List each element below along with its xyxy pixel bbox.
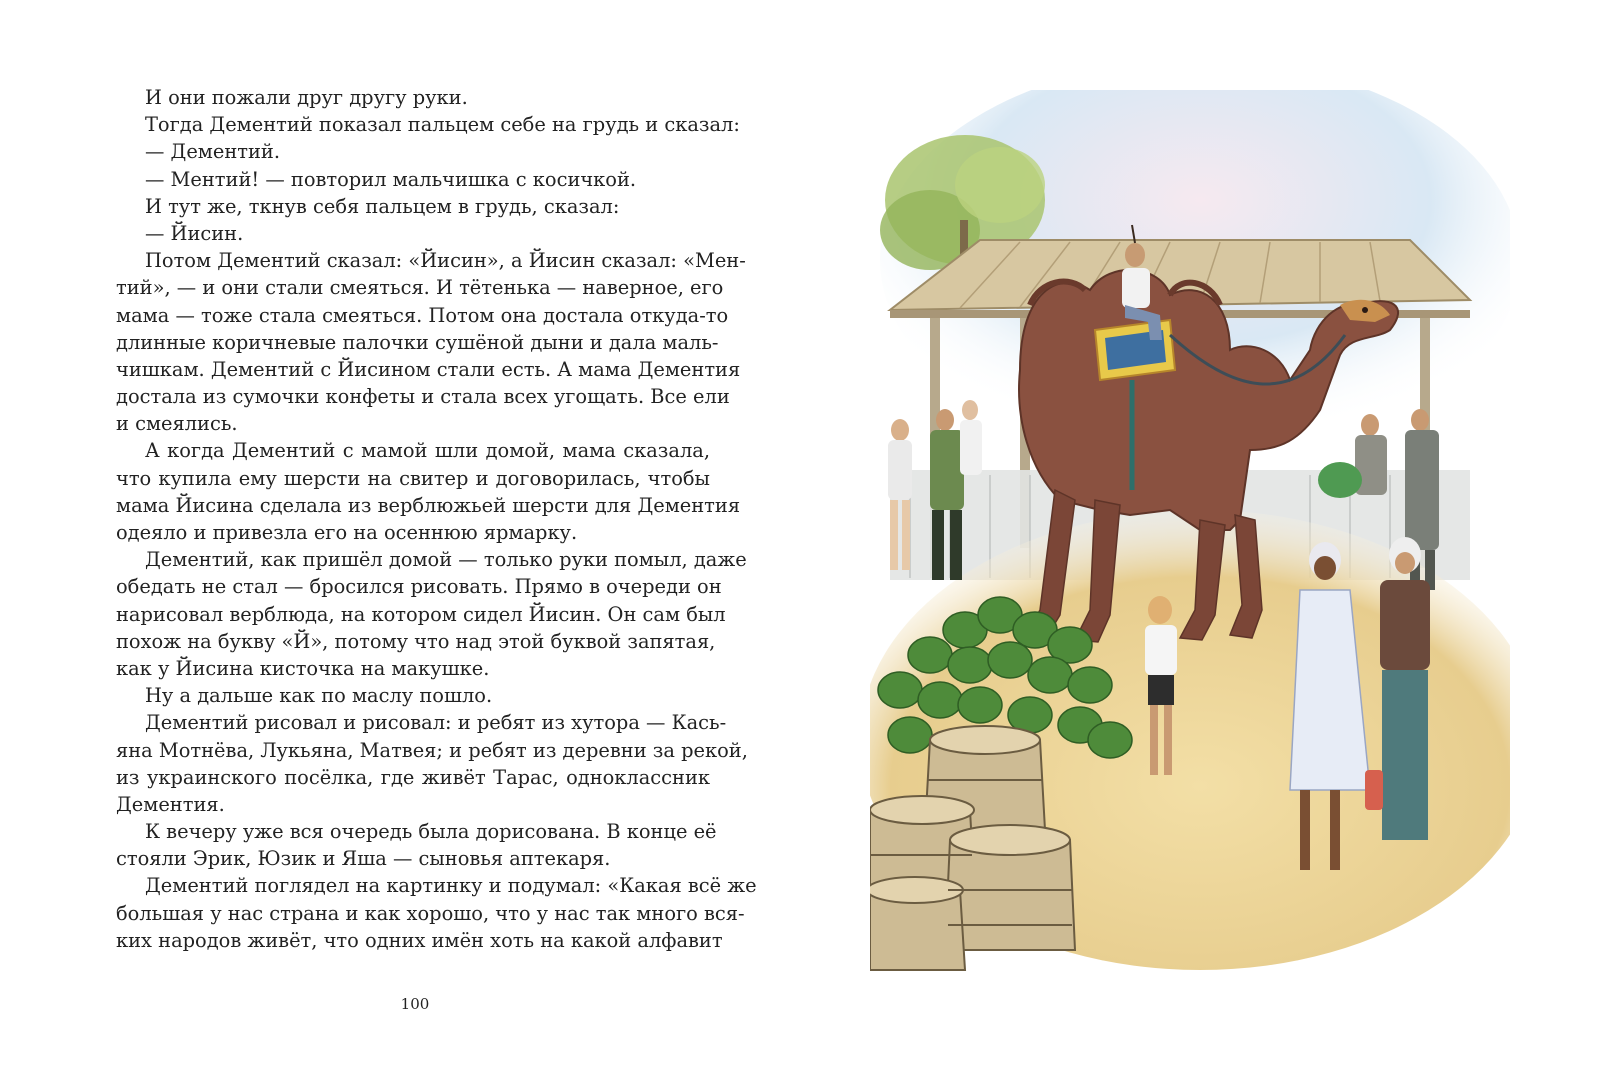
text-line: Потом Дементий сказал: «Йисин», а Йисин сказал: «Мен- [145, 249, 746, 273]
text-line: из украинского посёлка, где живёт Тарас, одноклассник [116, 765, 710, 789]
text-line: тий», — и они стали смеяться. И тётенька — наверное, его [116, 276, 724, 300]
text-line: достала из сумочки конфеты и стала всех угощать. Все ели [116, 385, 730, 409]
text-line: А когда Дементий с мамой шли домой, мама сказала, [145, 439, 710, 463]
text-line: обедать не стал — бросился рисовать. Прямо в очереди он [116, 575, 722, 599]
text-line: и смеялись. [116, 412, 238, 436]
text-line: — Ментий! — повторил мальчишка с косичкой. [145, 167, 637, 191]
text-line: Дементий рисовал и рисовал: и ребят из хутора — Кась- [145, 711, 727, 735]
text-line: И тут же, ткнув себя пальцем в грудь, сказал: [145, 194, 620, 218]
text-line: К вечеру уже вся очередь была дорисована. В конце её [145, 820, 717, 844]
text-line: — Йисин. [145, 221, 244, 245]
market-camel-illustration [870, 90, 1510, 1000]
text-line: одеяло и привезла его на осеннюю ярмарку. [116, 521, 578, 544]
body-text [116, 84, 757, 954]
text-line: большая у нас страна и как хорошо, что у нас так много вся- [116, 901, 745, 925]
text-line: Дементия. [116, 792, 225, 816]
text-line: мама Йисина сделала из верблюжьей шерсти для Дементия [116, 493, 741, 517]
text-line: длинные коричневые палочки сушёной дыни и дала маль- [116, 330, 719, 354]
text-line: что купила ему шерсти на свитер и договорилась, чтобы [116, 466, 710, 490]
text-line: Ну а дальше как по маслу пошло. [145, 684, 493, 708]
text-line: Тогда Дементий показал пальцем себе на грудь и сказал: [145, 113, 740, 137]
text-line: стояли Эрик, Юзик и Яша — сыновья аптекаря. [116, 847, 611, 871]
page-number: 100 [400, 995, 430, 1013]
text-line: — Дементий. [145, 140, 281, 164]
text-line: как у Йисина кисточка на макушке. [116, 656, 490, 680]
text-line: нарисовал верблюда, на котором сидел Йисин. Он сам был [116, 602, 726, 626]
text-line: чишкам. Дементий с Йисином стали есть. А мама Дементия [116, 357, 741, 381]
text-line: ких народов живёт, что одних имён хоть на какой алфавит [116, 928, 723, 952]
text-line: похож на букву «Й», потому что над этой буквой запятая, [116, 629, 716, 653]
text-line: Дементий, как пришёл домой — только руки помыл, даже [145, 548, 747, 572]
text-line: Дементий поглядел на картинку и подумал: «Какая всё же [145, 874, 757, 898]
text-line: яна Мотнёва, Лукьяна, Матвея; и ребят из деревни за рекой, [116, 738, 748, 762]
text-line: И они пожали друг другу руки. [145, 86, 468, 109]
text-line: мама — тоже стала смеяться. Потом она достала откуда-то [116, 303, 729, 327]
